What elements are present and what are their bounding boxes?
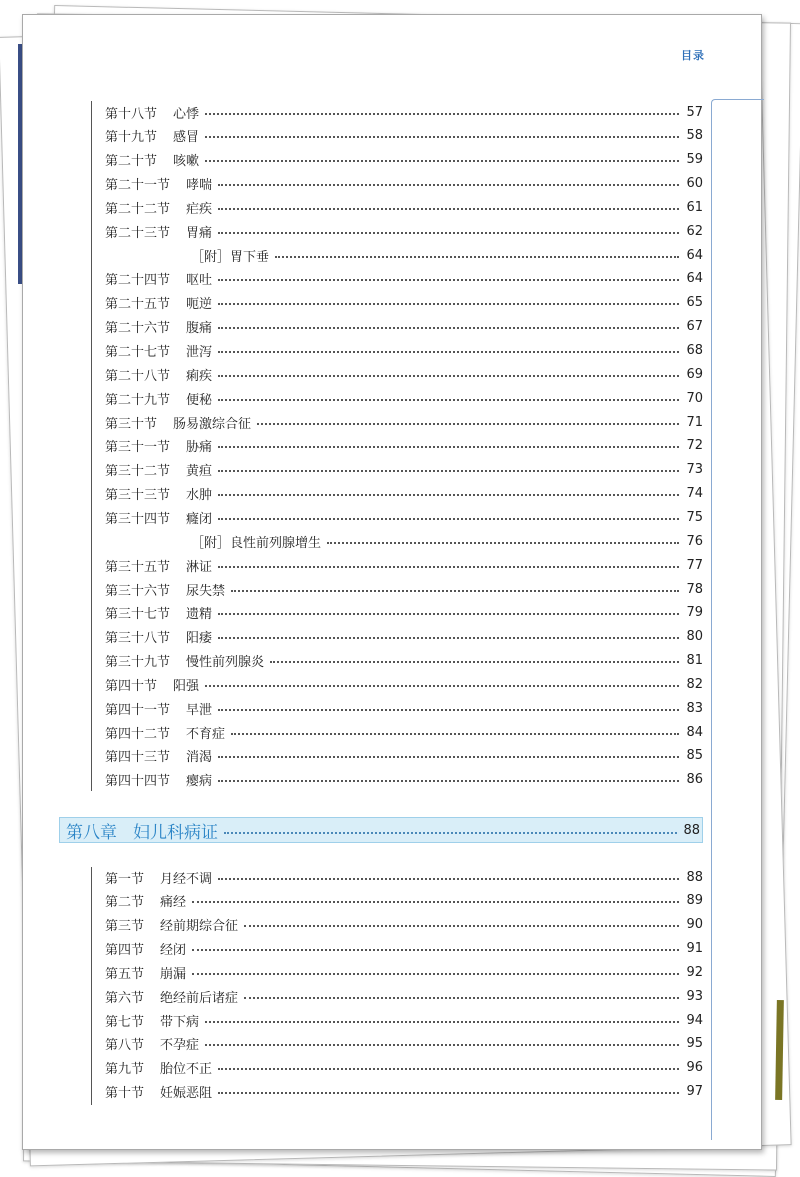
section-number: 第七节 [105, 1014, 145, 1030]
section-number: 第八节 [105, 1038, 145, 1054]
entry-title: 便秘 [186, 392, 213, 408]
dot-leader [218, 445, 679, 448]
dot-leader [244, 996, 679, 999]
dot-leader [224, 831, 677, 834]
dot-leader [231, 732, 679, 735]
page-number: 93 [686, 988, 703, 1004]
page-number: 59 [686, 152, 703, 168]
section-number: 第二十五节 [105, 297, 171, 313]
toc-appendix-entry[interactable] [191, 245, 703, 265]
entry-title: 痛经 [160, 895, 187, 911]
toc-entry[interactable] [105, 221, 703, 241]
toc-entry[interactable] [105, 627, 703, 647]
page-number: 60 [686, 176, 703, 192]
dot-leader [327, 541, 679, 544]
page-number: 85 [686, 748, 703, 764]
entry-title: 呕吐 [186, 273, 213, 289]
page-number: 64 [686, 247, 703, 263]
toc-entry[interactable] [105, 722, 703, 742]
entry-title: 经闭 [160, 943, 187, 959]
toc-entry[interactable] [105, 388, 703, 408]
section-number: 第三十五节 [105, 559, 171, 575]
page-number: 64 [686, 271, 703, 287]
toc-entry[interactable] [105, 197, 703, 217]
page-number: 68 [686, 343, 703, 358]
toc-entry[interactable] [105, 460, 703, 480]
entry-title: 肠易激综合征 [173, 416, 252, 432]
entry-title: 疟疾 [186, 201, 213, 217]
dot-leader [192, 972, 679, 975]
entry-title: 不育症 [186, 726, 226, 742]
toc-entry[interactable] [105, 651, 703, 671]
section-number: 第十八节 [105, 106, 158, 122]
page-number: 95 [686, 1036, 703, 1052]
entry-title: 月经不调 [160, 871, 213, 887]
entry-title: 阳痿 [186, 631, 213, 647]
entry-title: ［附］良性前列腺增生 [191, 535, 322, 551]
dot-leader [218, 1067, 679, 1070]
dot-leader [205, 1020, 679, 1023]
dot-leader [218, 469, 679, 472]
dot-leader [275, 255, 679, 258]
dot-leader [192, 900, 679, 903]
dot-leader [244, 924, 679, 927]
entry-title: 瘿病 [186, 774, 213, 790]
chapter-title: 妇儿科病证 [133, 822, 218, 843]
section-number: 第三十一节 [105, 440, 171, 456]
entry-title: 胎位不正 [160, 1062, 213, 1078]
dot-leader [218, 374, 679, 377]
toc-appendix-entry[interactable] [191, 531, 703, 551]
page-number: 65 [686, 295, 703, 311]
section-number: 第四十一节 [105, 702, 171, 718]
dot-leader [205, 112, 679, 115]
section-number: 第三节 [105, 919, 145, 935]
dot-leader [257, 422, 679, 425]
page-number: 74 [686, 486, 703, 502]
page-number: 86 [686, 772, 703, 788]
dot-leader [218, 708, 679, 711]
page-number: 89 [686, 893, 703, 909]
entry-title: 阳强 [173, 678, 200, 694]
section-number: 第二节 [105, 895, 145, 911]
section-number: 第十节 [105, 1086, 145, 1102]
toc-entry[interactable] [105, 674, 703, 694]
toc-entry[interactable] [105, 1010, 703, 1030]
page-number: 97 [686, 1084, 703, 1100]
entry-title: 慢性前列腺炎 [186, 655, 265, 671]
section-number: 第三十八节 [105, 631, 171, 647]
chapter-number: 第八章 [66, 822, 117, 843]
toc-entry[interactable] [105, 341, 703, 361]
section-number: 第二十八节 [105, 368, 171, 384]
toc-entry[interactable] [105, 867, 703, 887]
toc-entry[interactable] [105, 1082, 703, 1102]
running-head: 目录 [681, 49, 705, 62]
page-number: 76 [686, 533, 703, 549]
entry-title: 水肿 [186, 488, 213, 504]
page-number: 90 [686, 917, 703, 933]
entry-title: 咳嗽 [173, 154, 200, 170]
section-number: 第四十节 [105, 678, 158, 694]
page-number: 94 [686, 1012, 703, 1028]
section-number: 第三十七节 [105, 607, 171, 623]
dot-leader [270, 660, 679, 663]
toc-entry[interactable] [105, 269, 703, 289]
entry-title: 感冒 [173, 130, 200, 146]
section-number: 第二十四节 [105, 273, 171, 289]
page-number: 91 [686, 941, 703, 957]
section-number: 第四节 [105, 943, 145, 959]
dot-leader [218, 278, 679, 281]
entry-title: 淋证 [186, 559, 213, 575]
entry-title: 痢疾 [186, 368, 213, 384]
dot-leader [218, 612, 679, 615]
page-number: 92 [686, 964, 703, 980]
page-number: 72 [686, 438, 703, 454]
toc-entry[interactable] [105, 915, 703, 935]
page-number: 80 [686, 629, 703, 645]
toc-entry[interactable] [105, 986, 703, 1006]
section-number: 第三十六节 [105, 583, 171, 599]
toc-entry[interactable] [105, 1034, 703, 1054]
entry-title: 妊娠恶阻 [160, 1086, 213, 1102]
page-number: 67 [686, 319, 703, 335]
section-number: 第十九节 [105, 130, 158, 146]
toc-entry[interactable] [105, 174, 703, 194]
entry-title: 带下病 [160, 1014, 200, 1030]
section-number: 第二十九节 [105, 392, 171, 408]
entry-title: 绝经前后诸症 [160, 990, 239, 1006]
dot-leader [218, 231, 679, 234]
page-number: 77 [686, 557, 703, 573]
dot-leader [218, 398, 679, 401]
entry-title: 经前期综合征 [160, 919, 239, 935]
entry-title: ［附］胃下垂 [191, 249, 270, 265]
section-number: 第二十节 [105, 154, 158, 170]
toc-group-bar [91, 867, 92, 1105]
page-number: 57 [686, 104, 703, 120]
toc-entry[interactable] [105, 1058, 703, 1078]
page-number: 96 [686, 1060, 703, 1076]
page-number: 69 [686, 366, 703, 382]
dot-leader [218, 350, 679, 353]
dot-leader [218, 517, 679, 520]
page-number: 83 [686, 700, 703, 716]
entry-title: 泄泻 [186, 345, 213, 360]
dot-leader [192, 948, 679, 951]
dot-leader [218, 779, 679, 782]
dot-leader [218, 493, 679, 496]
page-number: 71 [686, 414, 703, 430]
entry-title: 胃痛 [186, 225, 213, 241]
section-number: 第九节 [105, 1062, 145, 1078]
page-number: 78 [686, 581, 703, 597]
page-number: 75 [686, 509, 703, 525]
section-number: 第二十三节 [105, 225, 171, 241]
section-number: 第四十四节 [105, 774, 171, 790]
toc-entry[interactable] [105, 579, 703, 599]
toc-entry[interactable] [105, 603, 703, 623]
page-number: 79 [686, 605, 703, 621]
section-number: 第三十三节 [105, 488, 171, 504]
toc-entry[interactable] [105, 364, 703, 384]
section-number: 第三十节 [105, 416, 158, 432]
dot-leader [218, 755, 679, 758]
section-number: 第一节 [105, 871, 145, 887]
dot-leader [218, 565, 679, 568]
entry-title: 黄疸 [186, 464, 213, 480]
section-number: 第三十二节 [105, 464, 171, 480]
dot-leader [205, 135, 679, 138]
dot-leader [218, 302, 679, 305]
toc-group-bar [91, 101, 92, 791]
toc-entry[interactable] [105, 317, 703, 337]
entry-title: 尿失禁 [186, 583, 226, 599]
page-number: 61 [686, 199, 703, 215]
page-number: 58 [686, 128, 703, 144]
entry-title: 不孕症 [160, 1038, 200, 1054]
section-number: 第二十一节 [105, 178, 171, 194]
page-number: 70 [686, 390, 703, 406]
entry-title: 腹痛 [186, 321, 213, 337]
chapter-page-number: 88 [683, 822, 700, 838]
toc-entry[interactable] [105, 555, 703, 575]
entry-title: 哮喘 [186, 178, 213, 194]
toc-entry[interactable] [105, 484, 703, 504]
toc-entry[interactable] [105, 150, 703, 170]
page-number: 81 [686, 653, 703, 669]
decorative-corner-line [711, 99, 764, 1140]
toc-entry[interactable] [105, 507, 703, 527]
toc-entry[interactable] [105, 126, 703, 146]
toc-entry[interactable] [105, 698, 703, 718]
dot-leader [218, 636, 679, 639]
dot-leader [231, 589, 679, 592]
toc-entry[interactable] [105, 939, 703, 959]
toc-entry[interactable] [105, 293, 703, 313]
toc-entry[interactable] [105, 102, 703, 122]
section-number: 第三十九节 [105, 655, 171, 671]
dot-leader [205, 1043, 679, 1046]
toc-entry[interactable] [105, 770, 703, 790]
section-number: 第二十七节 [105, 345, 171, 360]
section-number: 第三十四节 [105, 511, 171, 527]
entry-title: 崩漏 [160, 966, 187, 982]
dot-leader [218, 1091, 679, 1094]
section-number: 第四十二节 [105, 726, 171, 742]
toc-entry[interactable] [105, 962, 703, 982]
toc-page [22, 14, 762, 1150]
page-number: 84 [686, 724, 703, 740]
page-number: 88 [686, 869, 703, 885]
entry-title: 早泄 [186, 702, 213, 718]
section-number: 第六节 [105, 990, 145, 1006]
toc-entry[interactable] [105, 412, 703, 432]
dot-leader [218, 326, 679, 329]
entry-title: 呃逆 [186, 297, 213, 313]
dot-leader [205, 159, 679, 162]
dot-leader [218, 877, 679, 880]
entry-title: 遗精 [186, 607, 213, 623]
section-number: 第四十三节 [105, 750, 171, 766]
entry-title: 心悸 [173, 106, 200, 122]
entry-title: 癃闭 [186, 511, 213, 527]
section-number: 第二十六节 [105, 321, 171, 337]
section-number: 第五节 [105, 966, 145, 982]
entry-title: 胁痛 [186, 440, 213, 456]
entry-title: 消渴 [186, 750, 213, 766]
page-number: 73 [686, 462, 703, 478]
toc-entry[interactable] [105, 746, 703, 766]
page-number: 82 [686, 676, 703, 692]
dot-leader [218, 207, 679, 210]
toc-entry[interactable] [105, 436, 703, 456]
section-number: 第二十二节 [105, 201, 171, 217]
toc-entry[interactable] [105, 891, 703, 911]
page-number: 62 [686, 223, 703, 239]
dot-leader [218, 183, 679, 186]
chapter-heading[interactable] [59, 817, 703, 843]
dot-leader [205, 684, 679, 687]
